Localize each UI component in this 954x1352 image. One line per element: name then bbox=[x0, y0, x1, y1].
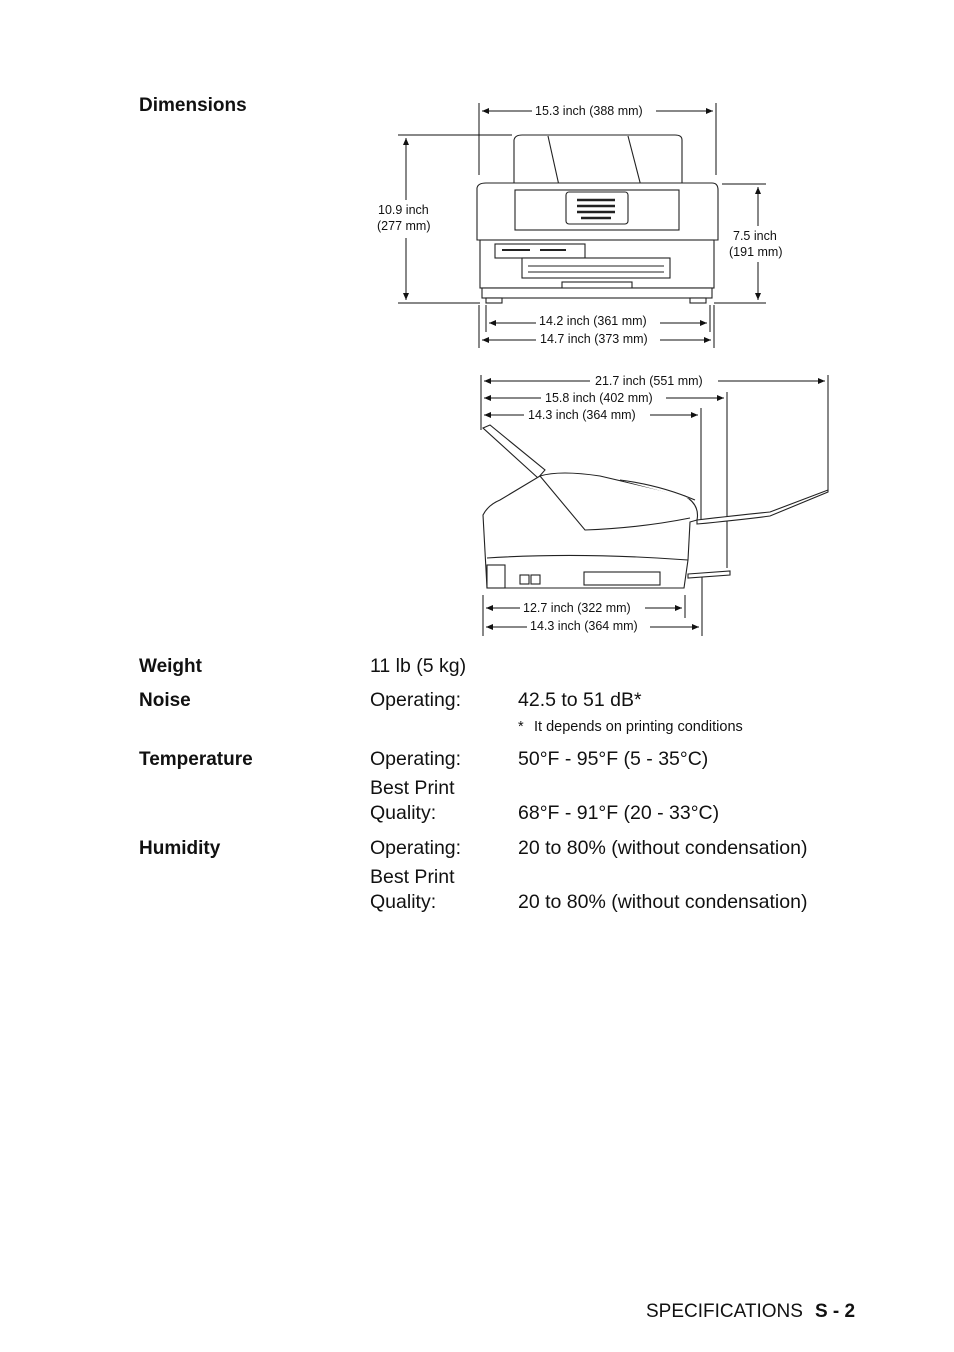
temperature-best-value: 68°F - 91°F (20 - 33°C) bbox=[518, 802, 720, 824]
weight-value: 11 lb (5 kg) bbox=[370, 655, 467, 677]
temperature-operating-value: 50°F - 95°F (5 - 35°C) bbox=[518, 748, 709, 770]
front-height-right-1: 7.5 inch bbox=[733, 229, 777, 243]
humidity-best-value: 20 to 80% (without condensation) bbox=[518, 891, 808, 913]
side-top-dim-3: 14.3 inch (364 mm) bbox=[528, 408, 636, 422]
footer-section: SPECIFICATIONS bbox=[646, 1301, 803, 1322]
temperature-label: Temperature bbox=[139, 749, 253, 770]
noise-value: 42.5 to 51 dB* bbox=[518, 689, 642, 711]
side-bottom-dim-2: 14.3 inch (364 mm) bbox=[530, 619, 638, 633]
side-top-dim-2: 15.8 inch (402 mm) bbox=[545, 391, 653, 405]
dimensions-label: Dimensions bbox=[139, 95, 247, 116]
humidity-best-label-1: Best Print bbox=[370, 866, 455, 888]
humidity-operating-value: 20 to 80% (without condensation) bbox=[518, 837, 808, 859]
page-footer bbox=[646, 1301, 855, 1323]
front-base-inner-dim: 14.2 inch (361 mm) bbox=[539, 314, 647, 328]
noise-footnote: It depends on printing conditions bbox=[534, 719, 743, 735]
noise-label: Noise bbox=[139, 690, 191, 711]
front-base-outer-dim: 14.7 inch (373 mm) bbox=[540, 332, 648, 346]
noise-footnote-mark: * bbox=[518, 719, 524, 735]
front-height-left-2: (277 mm) bbox=[377, 219, 431, 233]
footer-page-number: S - 2 bbox=[814, 1301, 856, 1322]
front-view-diagram bbox=[0, 0, 954, 360]
noise-operating-label: Operating: bbox=[370, 689, 462, 711]
weight-label: Weight bbox=[139, 656, 202, 677]
humidity-label: Humidity bbox=[139, 838, 221, 859]
humidity-best-label-2: Quality: bbox=[370, 891, 437, 913]
temperature-best-label-1: Best Print bbox=[370, 777, 455, 799]
front-width-dim: 15.3 inch (388 mm) bbox=[535, 104, 643, 118]
side-bottom-dim-1: 12.7 inch (322 mm) bbox=[523, 601, 631, 615]
temperature-operating-label: Operating: bbox=[370, 748, 462, 770]
front-height-left-1: 10.9 inch bbox=[378, 203, 429, 217]
front-height-right-2: (191 mm) bbox=[729, 245, 783, 259]
side-top-dim-1: 21.7 inch (551 mm) bbox=[595, 374, 703, 388]
temperature-best-label-2: Quality: bbox=[370, 802, 437, 824]
side-view-diagram bbox=[0, 360, 954, 650]
humidity-operating-label: Operating: bbox=[370, 837, 462, 859]
